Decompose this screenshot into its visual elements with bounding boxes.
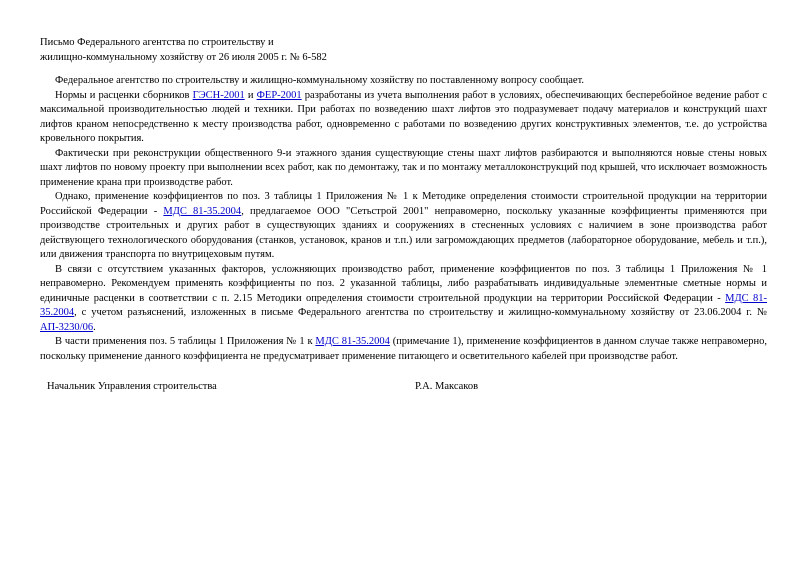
title-line-1: Письмо Федерального агентства по строительству и (40, 37, 274, 48)
paragraph-2-text-1: Нормы и расценки сборников (55, 89, 193, 101)
paragraph-6-text-1: В части применения поз. 5 таблицы 1 Приложения № 1 к (55, 336, 316, 347)
paragraph-5-text-2: , с учетом разъяснений, изложенных в письме Федерального агентства по строительству и жилищно-коммунальному хозяйству от 23.06.2004 г. № (74, 307, 767, 318)
paragraph-6-text-2: (примечание 1), применение коэффициентов в данном случае также неправомерно, поскольку применение данного коэффициента не предусматривает применение питающего и осветительного кабелей при производстве работ. (40, 336, 768, 362)
paragraph-5 (40, 263, 767, 336)
document-title (40, 36, 440, 65)
document-body (40, 74, 767, 364)
paragraph-4-text-1: Однако, применение коэффициентов по поз. 3 таблицы 1 Приложения № 1 к Методике определения стоимости строительной продукции на территории Российской Федерации - (40, 191, 767, 217)
paragraph-2-text-2: и (244, 89, 257, 101)
paragraph-2-text-3: разработаны из учета выполнения работ в условиях, обеспечивающих бесперебойное ведение работ с максимальной производительностью людей и техники. При работах по возведению шахт лифтов это подразумевает подачу материалов и конструкций шахт лифтов краном непосредственно к месту производства работ, одновременно с работами по возведению других конструктивных элементов, т.е. до устройства кровельного покрытия. (40, 89, 768, 144)
link-fer-2001[interactable]: ФЕР-2001 (256, 89, 302, 101)
paragraph-3: Фактически при реконструкции общественного 9-и этажного здания существующие стены шахт лифтов разбираются и выполняются новые стены новых шахт лифтов по новому проекту при выполнении всех работ, как по демонтажу, так и по монтажу металлоконструкций под крышей, что исключает возможность применение крана при производстве работ. (40, 147, 767, 188)
link-mds-81-35-2004[interactable]: МДС 81-35.2004 (40, 292, 768, 318)
paragraph-2 (40, 89, 767, 147)
paragraph-5-text-3: . (93, 321, 96, 333)
signature-position: Начальник Управления строительства (47, 381, 217, 392)
link-gesn-2001[interactable]: ГЭСН-2001 (192, 89, 245, 101)
paragraph-4-text-2: , предлагаемое ООО "Сетьстрой 2001" неправомерно, поскольку указанные коэффициенты применяются при производстве строительных и других работ в существующих зданиях и сооружениях в стесненных условиях с наличием в зоне производства работ действующего технологического оборудования (станков, установок, кранов и т.п.) или загромождающих предметов (лабораторное оборудование, мебель и т.п.), или движения транспорта по внутрицеховым путям. (40, 205, 767, 260)
paragraph-1: Федеральное агентство по строительству и жилищно-коммунальному хозяйству по поставленному вопросу сообщает. (55, 75, 584, 86)
paragraph-4 (40, 190, 767, 263)
link-mds-81-35-2004[interactable]: МДС 81-35.2004 (163, 205, 242, 217)
paragraph-5-text-1: В связи с отсутствием указанных факторов, усложняющих производство работ, применение коэффициентов по поз. 3 таблицы 1 Приложения № 1 неправомерно. Рекомендуем применять коэффициенты по поз. 2 указанной таблицы, либо разрабатывать индивидуальные элементные сметные нормы и единичные расценки в соответствии с п. 2.15 Методики определения стоимости строительной продукции на территории Российской Федерации - (40, 263, 767, 304)
link-ap-3230-06[interactable]: АП-3230/06 (40, 321, 94, 333)
paragraph-6 (40, 335, 767, 364)
link-mds-81-35-2004[interactable]: МДС 81-35.2004 (315, 336, 390, 347)
title-line-2: жилищно-коммунальному хозяйству от 26 июля 2005 г. № 6-582 (40, 51, 327, 63)
signature-name: Р.А. Максаков (415, 381, 479, 392)
